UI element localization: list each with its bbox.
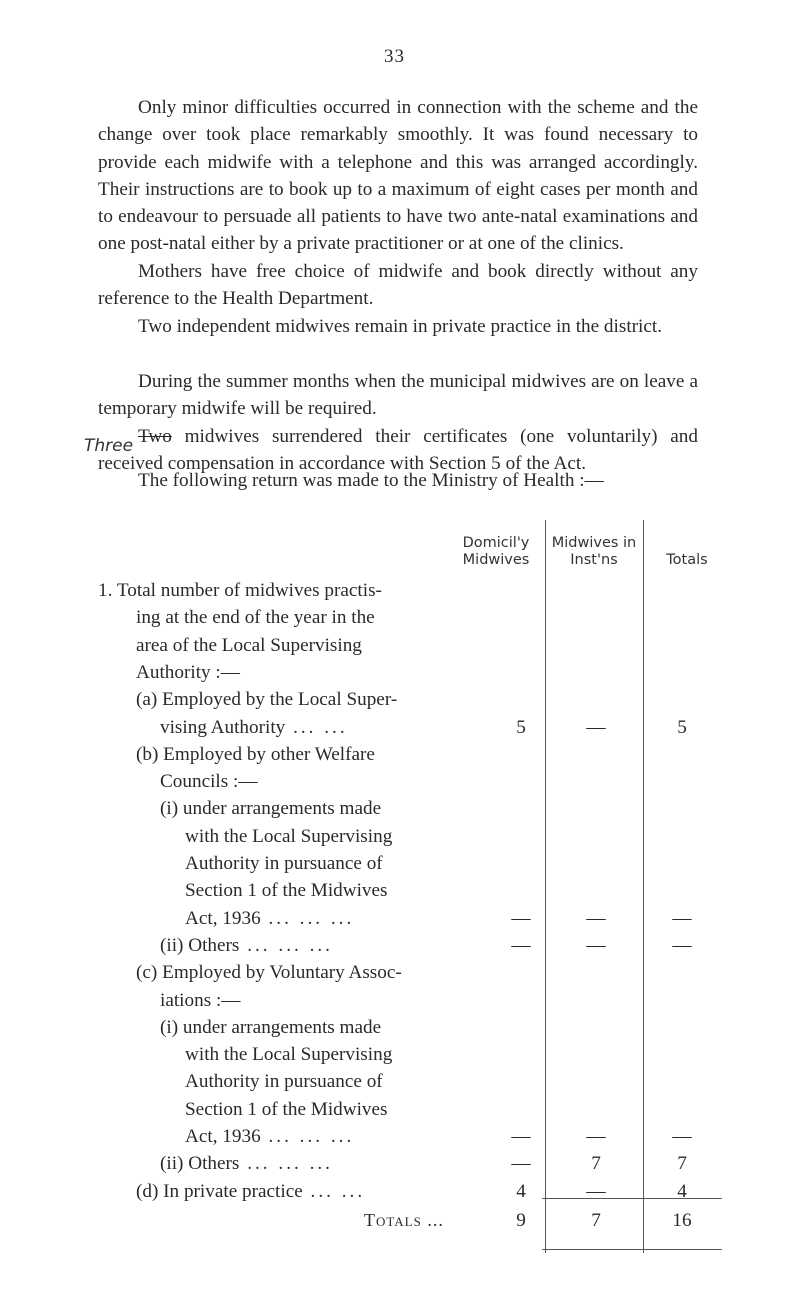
cell-institution: — <box>586 716 606 738</box>
page-number: 33 <box>384 46 405 67</box>
row-label: vising Authority ... ... <box>160 716 348 738</box>
cell-total: — <box>672 907 692 929</box>
total-all: 16 <box>672 1210 692 1231</box>
row-label: (i) under arrangements made <box>160 1016 382 1038</box>
row-label: (b) Employed by other Welfare <box>136 743 375 765</box>
cell-total: 7 <box>677 1153 687 1175</box>
totals-label: Totals ... <box>364 1210 444 1230</box>
row-label: (ii) Others ... ... ... <box>160 934 333 956</box>
paragraph-summer-leave: During the summer months when the municipal midwives are on leave a temporary midwife will be required. <box>98 371 698 420</box>
cell-domiciliary: — <box>511 1126 531 1147</box>
totals-rule-bottom <box>542 1249 722 1250</box>
row-label: with the Local Supervising <box>185 825 393 847</box>
cell-institution: 7 <box>591 1153 601 1175</box>
row-label: Act, 1936 ... ... ... <box>185 907 355 929</box>
cell-domiciliary: — <box>511 934 531 956</box>
row-label: Authority in pursuance of <box>185 853 383 874</box>
row-label: Authority :— <box>136 661 240 683</box>
paragraph-scheme: Only minor difficulties occurred in connection with the scheme and the change over took place remarkably smoothly. It was found necessary to provide each midwife with a telephone and this was arranged accordingly. Their instructions are to book up to a maximum of eight cases per month and to endeavour to persuade all patients to have two ante-natal examinations and one post-natal either by a private practitioner or at one of the clinics. <box>98 97 698 255</box>
row-label: (a) Employed by the Local Super- <box>136 689 398 711</box>
row-label: (ii) Others ... ... ... <box>160 1153 333 1175</box>
return-intro: The following return was made to the Ministry of Health :— <box>138 470 604 491</box>
struck-word: Two <box>138 426 172 447</box>
row-label: Councils :— <box>160 771 258 793</box>
cell-domiciliary: 4 <box>516 1180 526 1202</box>
total-domiciliary: 9 <box>516 1210 526 1231</box>
cell-institution: — <box>586 1126 606 1147</box>
header-institution-midwives: Midwives in Inst'ns <box>551 535 637 568</box>
row-label: area of the Local Supervising <box>136 634 362 656</box>
row-label: ing at the end of the year in the <box>136 607 375 629</box>
row-label: with the Local Supervising <box>185 1044 393 1066</box>
row-label: Section 1 of the Midwives <box>185 880 388 902</box>
row-label: (i) under arrangements made <box>160 798 382 820</box>
row-label: (c) Employed by Voluntary Assoc- <box>136 962 402 984</box>
paragraph-mothers-choice: Mothers have free choice of midwife and book directly without any reference to the Health Department. <box>98 261 698 310</box>
paragraph-independent-midwives: Two independent midwives remain in private practice in the district. <box>138 316 663 337</box>
row-label: (d) In private practice ... ... <box>136 1180 366 1202</box>
cell-domiciliary: — <box>511 1153 531 1175</box>
cell-domiciliary: 5 <box>516 716 526 738</box>
cell-institution: — <box>586 934 606 956</box>
header-domiciliary-midwives: Domicil'y Midwives <box>462 535 530 568</box>
row-label: iations :— <box>160 989 241 1011</box>
row-label: 1. Total number of midwives practis- <box>98 580 382 601</box>
certificates-text: midwives surrendered their certificates (one voluntarily) and received compensation in accordance with Section 5 of the Act. <box>98 426 698 475</box>
row-label: Authority in pursuance of <box>185 1071 383 1093</box>
row-label: Section 1 of the Midwives <box>185 1098 388 1120</box>
cell-total: — <box>672 1126 692 1147</box>
header-totals: Totals <box>666 552 708 568</box>
cell-institution: — <box>586 1180 606 1202</box>
handwritten-correction: Three <box>84 436 134 456</box>
total-institution: 7 <box>591 1210 601 1231</box>
row-label: Act, 1936 ... ... ... <box>185 1126 355 1147</box>
cell-institution: — <box>586 907 606 929</box>
cell-total: 4 <box>677 1180 687 1202</box>
cell-total: — <box>672 934 692 956</box>
column-divider-2 <box>643 520 644 1253</box>
cell-total: 5 <box>677 716 687 738</box>
cell-domiciliary: — <box>511 907 531 929</box>
